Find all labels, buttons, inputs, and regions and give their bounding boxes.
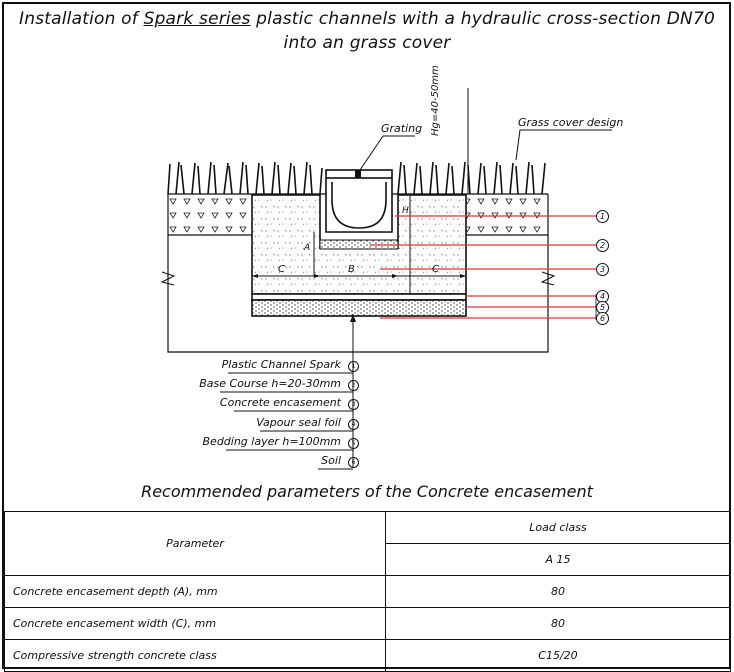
title-series: Spark series xyxy=(143,9,251,29)
legend-number: 4 xyxy=(348,419,359,430)
legend-text: Concrete encasement xyxy=(219,396,341,409)
callout-6: 6 xyxy=(596,312,609,325)
channel-body xyxy=(326,178,392,232)
legend-item xyxy=(202,434,365,452)
legend-item xyxy=(220,395,365,413)
b-dim-label: B xyxy=(348,264,355,275)
legend-number: 2 xyxy=(348,380,359,391)
subbase-left xyxy=(168,195,252,235)
header-load-class: Load class xyxy=(386,512,731,544)
drawing-title-line2: into an grass cover xyxy=(283,33,451,53)
param-value: 80 xyxy=(386,576,731,608)
load-class-value: A 15 xyxy=(386,544,731,576)
title-suffix: plastic channels with a hydraulic cross-section DN70 xyxy=(256,9,715,29)
callout-3: 3 xyxy=(596,263,609,276)
legend-number: 1 xyxy=(348,361,359,372)
param-name: Concrete encasement width (C), mm xyxy=(5,608,386,640)
h-dim-label: H xyxy=(402,206,409,216)
callout-1: 1 xyxy=(596,210,609,223)
vapour-seal-foil xyxy=(252,294,466,300)
legend-text: Base Course h=20-30mm xyxy=(199,377,341,390)
param-name: Compressive strength concrete class xyxy=(5,640,386,672)
table-caption: Recommended parameters of the Concrete encasement xyxy=(141,482,593,501)
callout-2: 2 xyxy=(596,239,609,252)
subbase-right xyxy=(466,195,548,235)
callout-4: 4 xyxy=(596,290,609,303)
legend-number: 6 xyxy=(348,457,359,468)
legend-number: 5 xyxy=(348,438,359,449)
bedding-layer xyxy=(252,300,466,316)
grating-label: Grating xyxy=(381,122,423,135)
c-right-dim-label: C xyxy=(432,264,439,275)
table-row xyxy=(5,608,731,640)
title-prefix: Installation of xyxy=(19,9,138,29)
legend-item xyxy=(220,453,365,471)
param-name: Concrete encasement depth (A), mm xyxy=(5,576,386,608)
header-parameter: Parameter xyxy=(5,512,386,576)
legend-text: Soil xyxy=(321,454,341,467)
grass-cover-label: Grass cover design xyxy=(518,116,624,129)
param-value: C15/20 xyxy=(386,640,731,672)
c-left-dim-label: C xyxy=(278,264,285,275)
hg-label: Hg=40-50mm xyxy=(430,65,441,136)
legend-item xyxy=(199,376,365,394)
parameters-table xyxy=(4,511,731,672)
legend-text: Bedding layer h=100mm xyxy=(202,435,341,448)
param-value: 80 xyxy=(386,608,731,640)
legend-number: 3 xyxy=(348,399,359,410)
legend-text: Plastic Channel Spark xyxy=(221,358,341,371)
legend-text: Vapour seal foil xyxy=(256,416,341,429)
table-row xyxy=(5,576,731,608)
table-row xyxy=(5,640,731,672)
a-dim-label: A xyxy=(304,243,311,253)
legend-item xyxy=(220,415,365,433)
legend-item xyxy=(220,357,365,375)
callout-5: 5 xyxy=(596,301,609,314)
